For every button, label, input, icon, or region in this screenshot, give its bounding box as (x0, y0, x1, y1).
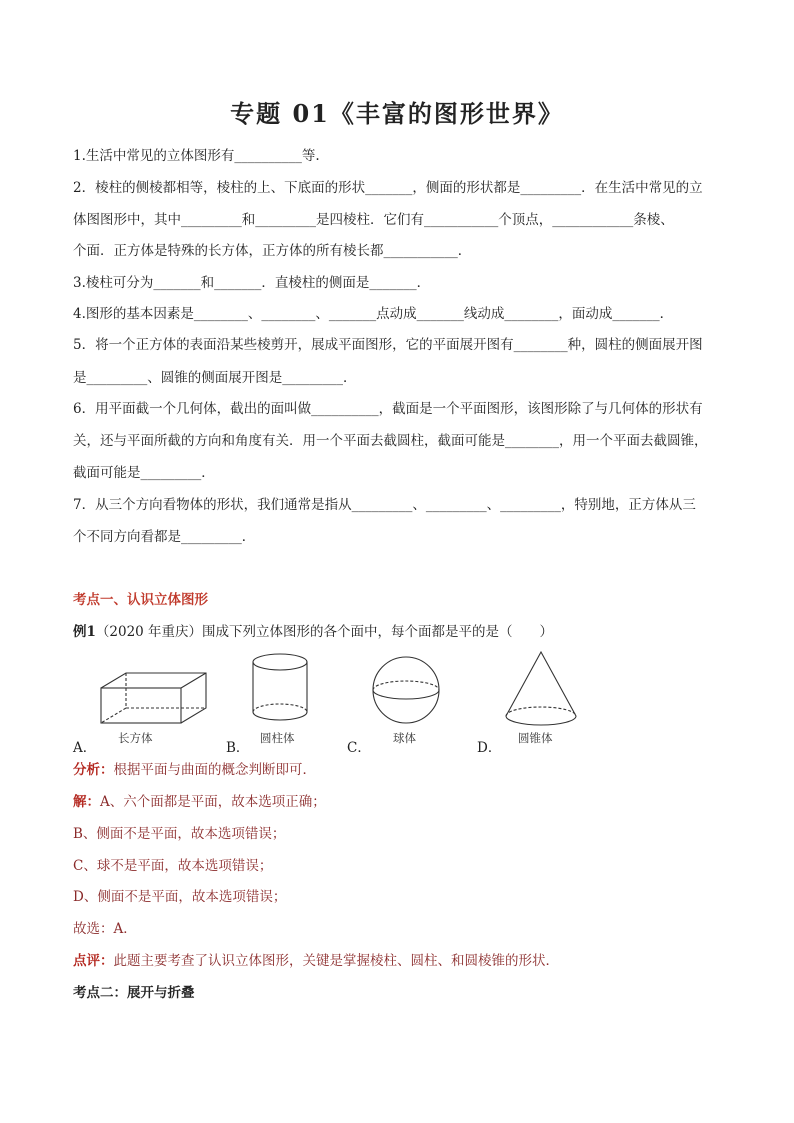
question-2-line-1: 2．棱柱的侧棱都相等，棱柱的上、下底面的形状_______，侧面的形状都是_________．在生活中常见的立 (73, 180, 703, 196)
question-6-line-1: 6．用平面截一个几何体，截出的面叫做__________，截面是一个平面图形，该图形除了与几何体的形状有 (73, 401, 703, 417)
comment (73, 951, 733, 971)
solution-line-2: B、侧面不是平面，故本选项错误； (73, 826, 286, 842)
option-d-letter: D． (477, 740, 502, 756)
option-a-caption: 长方体 (118, 731, 153, 745)
analysis-label: 分析： (73, 762, 114, 778)
question-3: 3.棱柱可分为_______和_______．直棱柱的侧面是_______． (73, 275, 431, 291)
solution-line-1: A、六个面都是平面，故本选项正确； (100, 794, 326, 810)
question-5-line-2: 是_________、圆锥的侧面展开图是_________． (73, 370, 357, 386)
section-heading-1: 考点一、认识立体图形 (73, 592, 208, 608)
solution-label: 解： (73, 794, 100, 810)
option-b-letter: B． (226, 740, 250, 756)
page-title: 专题 01《丰富的图形世界》 (230, 99, 564, 128)
question-6-line-2: 关，还与平面所截的方向和角度有关．用一个平面去截圆柱，截面可能是________，用一个平面去截圆锥， (73, 433, 708, 449)
cylinder-figure (253, 654, 307, 720)
option-c-letter: C． (347, 740, 371, 756)
option-b-caption: 圆柱体 (260, 731, 295, 745)
question-1: 1.生活中常见的立体图形有__________等. (73, 148, 320, 164)
comment-label: 点评： (73, 953, 114, 969)
cone-figure (506, 652, 576, 725)
solution (73, 792, 733, 812)
comment-text: 此题主要考查了认识立体图形，关键是掌握棱柱、圆柱、和圆棱锥的形状． (113, 953, 559, 969)
analysis (73, 760, 733, 780)
question-5-line-1: 5．将一个正方体的表面沿某些棱剪开，展成平面图形，它的平面展开图有________种，圆柱的侧面展开图 (73, 337, 703, 353)
example-1 (73, 622, 733, 642)
final-choice: 故选：A． (73, 921, 137, 937)
cuboid-figure (101, 673, 206, 723)
question-4: 4.图形的基本因素是________、________、_______点动成_______线动成________，面动成_______． (73, 306, 674, 322)
question-2-line-3: 个面．正方体是特殊的长方体，正方体的所有棱长都___________． (73, 243, 472, 259)
option-c-caption: 球体 (393, 731, 416, 745)
analysis-text: 根据平面与曲面的概念判断即可． (113, 762, 316, 778)
example-label: 例1 (73, 624, 96, 640)
question-2-line-2: 体图图形中，其中_________和_________是四棱柱．它们有___________个顶点，____________条棱、 (73, 212, 674, 228)
question-7-line-1: 7．从三个方向看物体的形状，我们通常是指从_________、_________、_________，特别地，正方体从三 (73, 497, 696, 513)
option-d-caption: 圆锥体 (518, 731, 553, 745)
option-a-letter: A． (73, 740, 97, 756)
solid-figures (70, 648, 710, 758)
solution-line-4: D、侧面不是平面，故本选项错误； (73, 889, 287, 905)
sphere-figure (373, 657, 439, 723)
solution-line-3: C、球不是平面，故本选项错误； (73, 858, 273, 874)
example-text: （2020 年重庆）围成下列立体图形的各个面中，每个面都是平的是（ ） (95, 624, 554, 640)
question-6-line-3: 截面可能是_________． (73, 465, 215, 481)
question-7-line-2: 个不同方向看都是_________． (73, 529, 256, 545)
section-heading-2: 考点二：展开与折叠 (73, 985, 195, 1001)
